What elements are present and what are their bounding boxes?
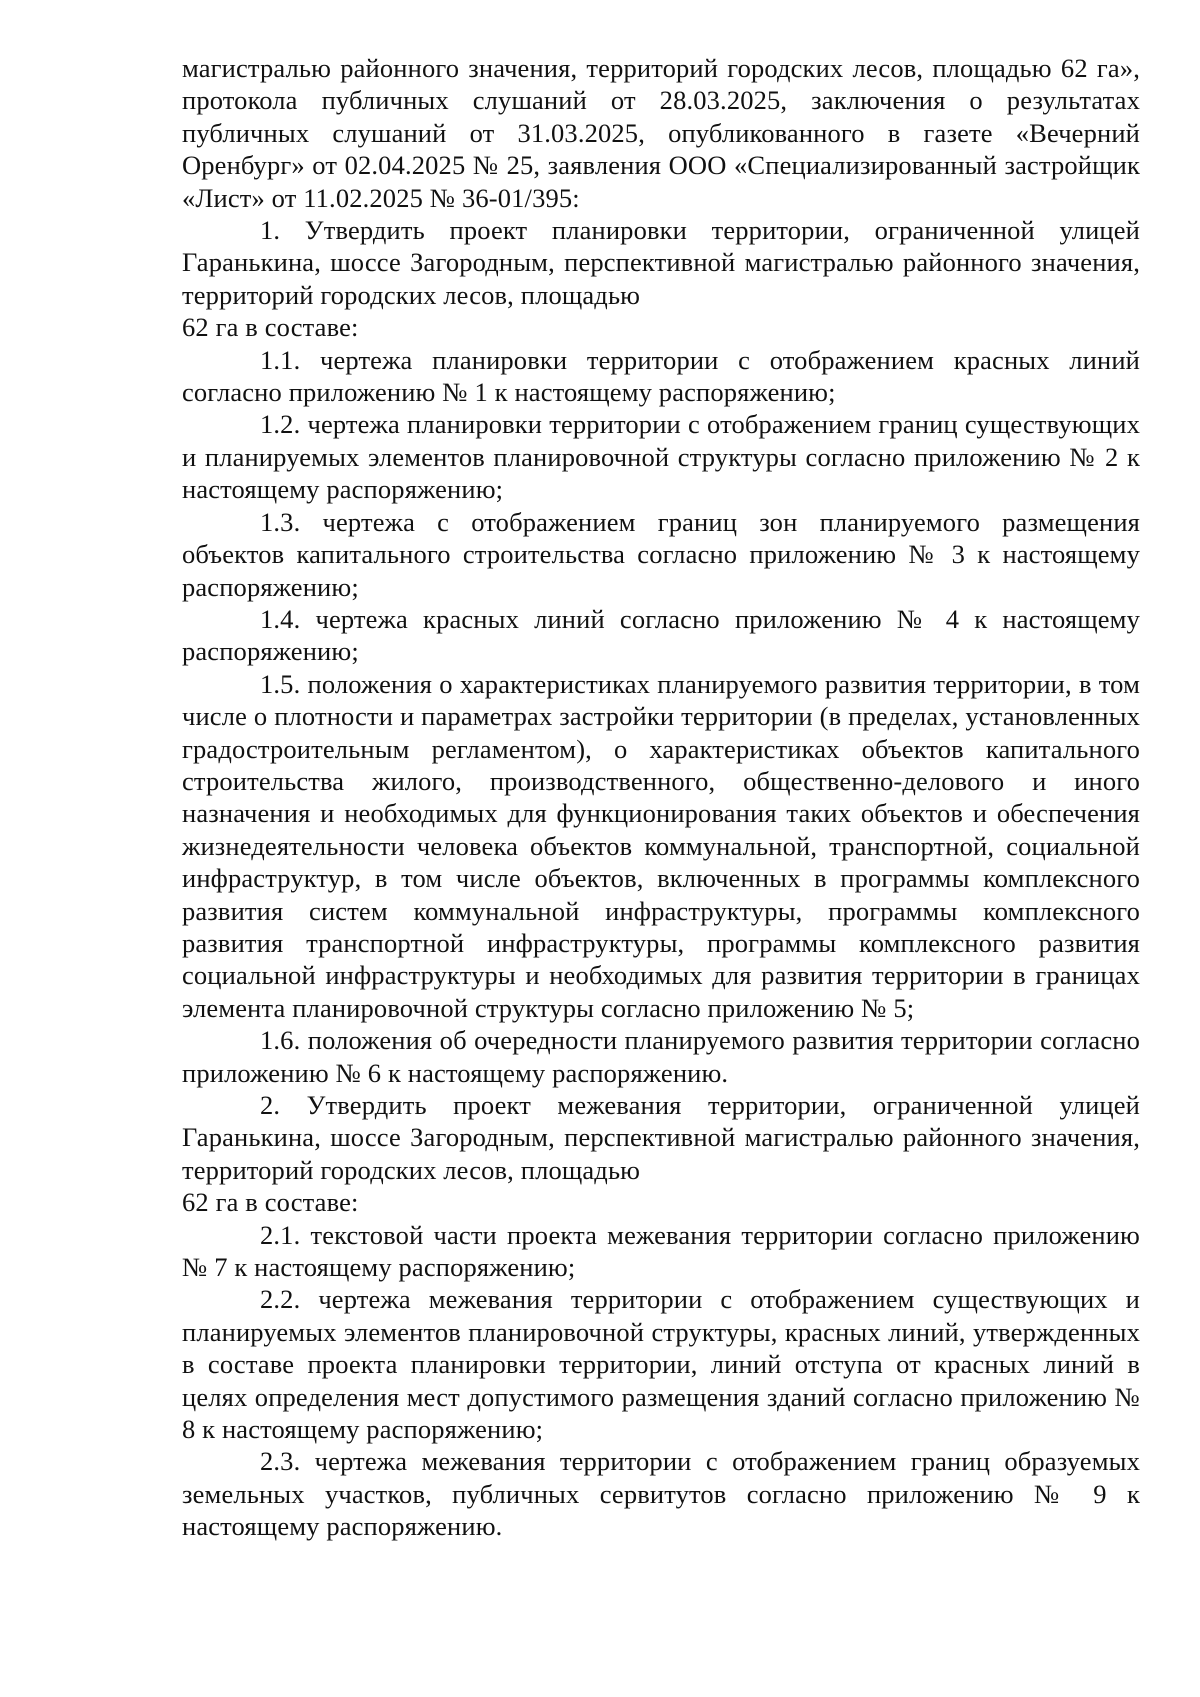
item-1-2-paragraph: 1.2. чертежа планировки территории с отображением границ существующих и планируемых элементов планировочной структуры согласно приложению № 2 к настоящему распоряжению; (182, 409, 1140, 505)
item-2-paragraph: 2. Утвердить проект межевания территории, ограниченной улицей Гаранькина, шоссе Загородным, перспективной магистралью районного значения, территорий городских лесов, площадью (182, 1090, 1140, 1185)
item-1-4-paragraph: 1.4. чертежа красных линий согласно приложению № 4 к настоящему распоряжению; (182, 603, 1140, 667)
item-1-3-paragraph: 1.3. чертежа с отображением границ зон планируемого размещения объектов капитального строительства согласно приложению № 3 к настоящему распоряжению; (182, 506, 1140, 602)
item-1-tail: 62 га в составе: (182, 312, 359, 343)
item-2-tail: 62 га в составе: (182, 1187, 359, 1218)
item-2-3-paragraph: 2.3. чертежа межевания территории с отображением границ образуемых земельных участков, публичных сервитутов согласно приложению № 9 к настоящему распоряжению. (182, 1446, 1140, 1542)
item-1-6-paragraph: 1.6. положения об очередности планируемого развития территории согласно приложению № 6 к настоящему распоряжению. (182, 1025, 1140, 1088)
lead-paragraph: магистралью районного значения, территорий городских лесов, площадью 62 га», протокола публичных слушаний от 28.03.2025, заключения о результатах публичных слушаний от 31.03.2025, опубликованного в газете «Вечерний Оренбург» от 02.04.2025 № 25, заявления ООО «Специализированный застройщик «Лист» от 11.02.2025 № 36-01/395: (182, 53, 1140, 213)
item-2-1-paragraph: 2.1. текстовой части проекта межевания территории согласно приложению № 7 к настоящему распоряжению; (182, 1219, 1140, 1283)
item-1-paragraph: 1. Утвердить проект планировки территории, ограниченной улицей Гаранькина, шоссе Загородным, перспективной магистралью районного значения, территорий городских лесов, площадью (182, 215, 1140, 310)
item-2-2-paragraph: 2.2. чертежа межевания территории с отображением существующих и планируемых элементов планировочной структуры, красных линий, утвержденных в составе проекта планировки территории, линий отступа от красных линий в целях определения мест допустимого размещения зданий согласно приложению № 8 к настоящему распоряжению; (182, 1284, 1140, 1445)
document-body (182, 52, 1140, 1543)
item-1-5-paragraph: 1.5. положения о характеристиках планируемого развития территории, в том числе о плотности и параметрах застройки территории (в пределах, установленных градостроительным регламентом), о характеристиках объектов капитального строительства жилого, производственного, общественно-делового и иного назначения и необходимых для функционирования таких объектов и обеспечения жизнедеятельности человека объектов коммунальной, транспортной, социальной инфраструктур, в том числе объектов, включенных в программы комплексного развития систем коммунальной инфраструктуры, программы комплексного развития транспортной инфраструктуры, программы комплексного развития социальной инфраструктуры и необходимых для развития территории в границах элемента планировочной структуры согласно приложению № 5; (182, 668, 1140, 1023)
item-1-1-paragraph: 1.1. чертежа планировки территории с отображением красных линий согласно приложению № 1 к настоящему распоряжению; (182, 344, 1140, 408)
